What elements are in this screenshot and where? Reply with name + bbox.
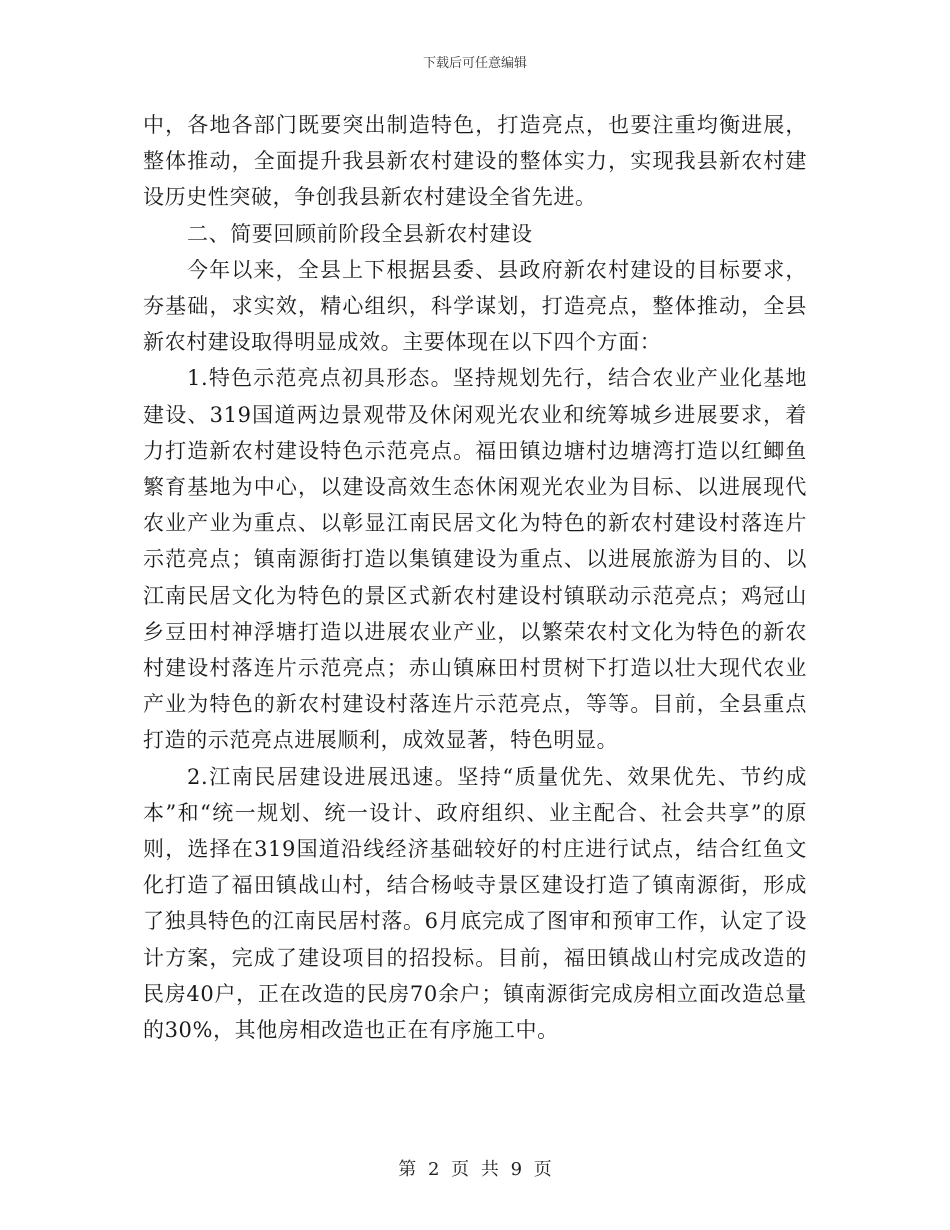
current-page-number: 2 — [427, 1159, 440, 1180]
paragraph-item-1: 1.特色示范亮点初具形态。坚持规划先行，结合农业产业化基地建设、319国道两边景观带及休闲观光农业和统筹城乡进展要求，着力打造新农村建设特色示范亮点。福田镇边塘村边塘湾打造以红鲫鱼繁育基地为中心，以建设高效生态休闲观光农业为目标、以进展现代农业产业为重点、以彰显江南民居文化为特色的新农村建设村落连片示范亮点；镇南源街打造以集镇建设为重点、以进展旅游为目的、以江南民居文化为特色的景区式新农村建设村镇联动示范亮点；鸡冠山乡豆田村神浮塘打造以进展农业产业，以繁荣农村文化为特色的新农村建设村落连片示范亮点；赤山镇麻田村贯树下打造以壮大现代农业产业为特色的新农村建设村落连片示范亮点，等等。目前，全县重点打造的示范亮点进展顺利，成效显著，特色明显。 — [143, 366, 807, 753]
paragraph-item-2: 2.江南民居建设进展迅速。坚持“质量优先、效果优先、节约成本”和“统一规划、统一设计、政府组织、业主配合、社会共享”的原则，选择在319国道沿线经济基础较好的村庄进行试点，结合红鱼文化打造了福田镇战山村，结合杨岐寺景区建设打造了镇南源街，形成了独具特色的江南民居村落。6月底完成了图审和预审工作，认定了设计方案，完成了建设项目的招投标。目前，福田镇战山村完成改造的民房40户，正在改造的民房70余户；镇南源街完成房相立面改造总量的30%，其他房相改造也正在有序施工中。 — [143, 764, 807, 1043]
page-label-suffix: 页 — [533, 1159, 552, 1180]
page-label-mid2: 共 — [480, 1159, 499, 1180]
section-heading: 二、简要回顾前阶段全县新农村建设 — [187, 221, 533, 246]
total-pages-number: 9 — [510, 1159, 523, 1180]
page-footer — [0, 1155, 950, 1181]
document-body — [143, 107, 807, 1048]
paragraph-intro: 今年以来，全县上下根据县委、县政府新农村建设的目标要求，夯基础，求实效，精心组织，科学谋划，打造亮点，整体推动，全县新农村建设取得明显成效。主要体现在以下四个方面： — [143, 257, 807, 355]
page-label-mid1: 页 — [451, 1159, 470, 1180]
page-label-prefix: 第 — [398, 1159, 417, 1180]
paragraph-continuation: 中，各地各部门既要突出制造特色，打造亮点，也要注重均衡进展，整体推动，全面提升我县新农村建设的整体实力，实现我县新农村建设历史性突破，争创我县新农村建设全省先进。 — [143, 113, 807, 210]
header-note: 下载后可任意编辑 — [422, 56, 527, 71]
